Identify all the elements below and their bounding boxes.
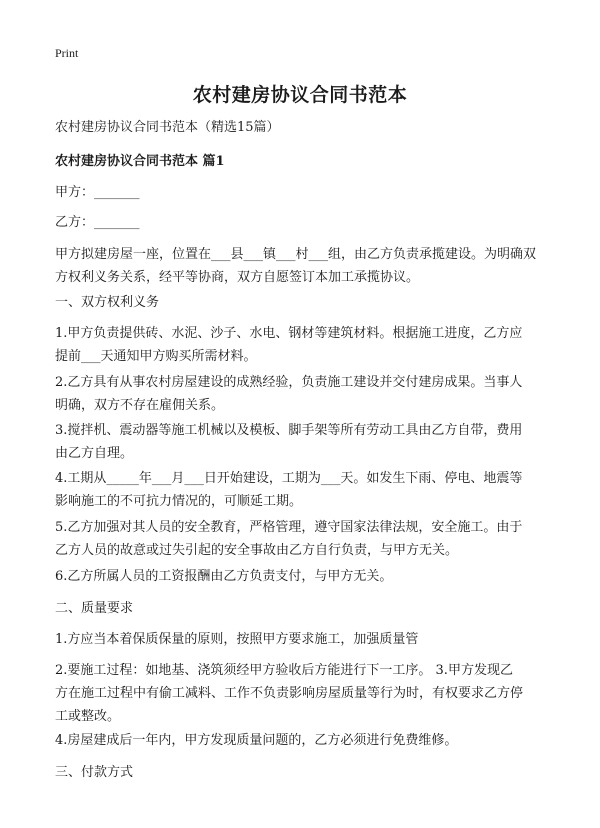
clause-3-line-2: 由乙方自理。 — [55, 446, 134, 461]
quality-clause-2-line-1: 2.要施工过程：如地基、浇筑须经甲方验收后方能进行下一工序。 3.甲方发现乙 — [55, 663, 513, 678]
party-b-line: 乙方：_______ — [55, 215, 140, 230]
heading-payment: 三、付款方式 — [55, 765, 134, 780]
clause-2-line-2: 明确，双方不存在雇佣关系。 — [55, 398, 225, 413]
heading-rights-obligations: 一、双方权利义务 — [55, 295, 160, 310]
print-label: Print — [55, 46, 79, 60]
clause-5-line-1: 5.乙方加强对其人员的安全教育，严格管理，遵守国家法律法规，安全施工。由于 — [55, 520, 523, 535]
quality-clause-2-line-3: 工或整改。 — [55, 709, 121, 724]
clause-1 — [55, 322, 550, 368]
intro-line-1: 甲方拟建房屋一座，位置在___县___镇___村___组，由乙方负责承揽建设。为明确双 — [55, 247, 537, 262]
clause-1-line-2: 提前___天通知甲方购买所需材料。 — [55, 349, 257, 364]
document-subtitle: 农村建房协议合同书范本（精选15篇） — [55, 120, 280, 135]
clause-1-line-1: 1.甲方负责提供砖、水泥、沙子、水电、钢材等建筑材料。根据施工进度，乙方应 — [55, 326, 523, 341]
clause-3-line-1: 3.搅拌机、震动器等施工机械以及模板、脚手架等所有劳动工具由乙方自带，费用 — [55, 423, 523, 438]
clause-2 — [55, 371, 550, 417]
clause-5 — [55, 516, 550, 562]
clause-3 — [55, 419, 550, 465]
quality-clause-1: 1.方应当本着保质保量的原则，按照甲方要求施工，加强质量管 — [55, 632, 419, 647]
quality-clause-2-line-2: 方在施工过程中有偷工减料、工作不负责影响房屋质量等行为时，有权要求乙方停 — [55, 686, 524, 701]
section-heading: 农村建房协议合同书范本 篇1 — [55, 154, 225, 169]
clause-5-line-2: 乙方人员的故意或过失引起的安全事故由乙方自行负责，与甲方无关。 — [55, 543, 459, 558]
clause-4-line-2: 影响施工的不可抗力情况的，可顺延工期。 — [55, 494, 303, 509]
heading-quality: 二、质量要求 — [55, 601, 134, 616]
party-a-line: 甲方：_______ — [55, 185, 140, 200]
document-title: 农村建房协议合同书范本 — [192, 84, 408, 106]
intro-paragraph — [55, 243, 550, 289]
quality-clause-2 — [55, 659, 550, 728]
intro-line-2: 方权利义务关系，经平等协商，双方自愿签订本加工承揽协议。 — [55, 270, 420, 285]
clause-4-line-1: 4.工期从_____年___月___日开始建设，工期为___天。如发生下雨、停电、地震等 — [55, 471, 523, 486]
clause-4 — [55, 467, 550, 513]
clause-6: 6.乙方所属人员的工资报酬由乙方负责支付，与甲方无关。 — [55, 569, 393, 584]
quality-clause-4: 4.房屋建成后一年内，甲方发现质量问题的，乙方必须进行免费维修。 — [55, 733, 458, 748]
clause-2-line-1: 2.乙方具有从事农村房屋建设的成熟经验，负责施工建设并交付建房成果。当事人 — [55, 375, 523, 390]
